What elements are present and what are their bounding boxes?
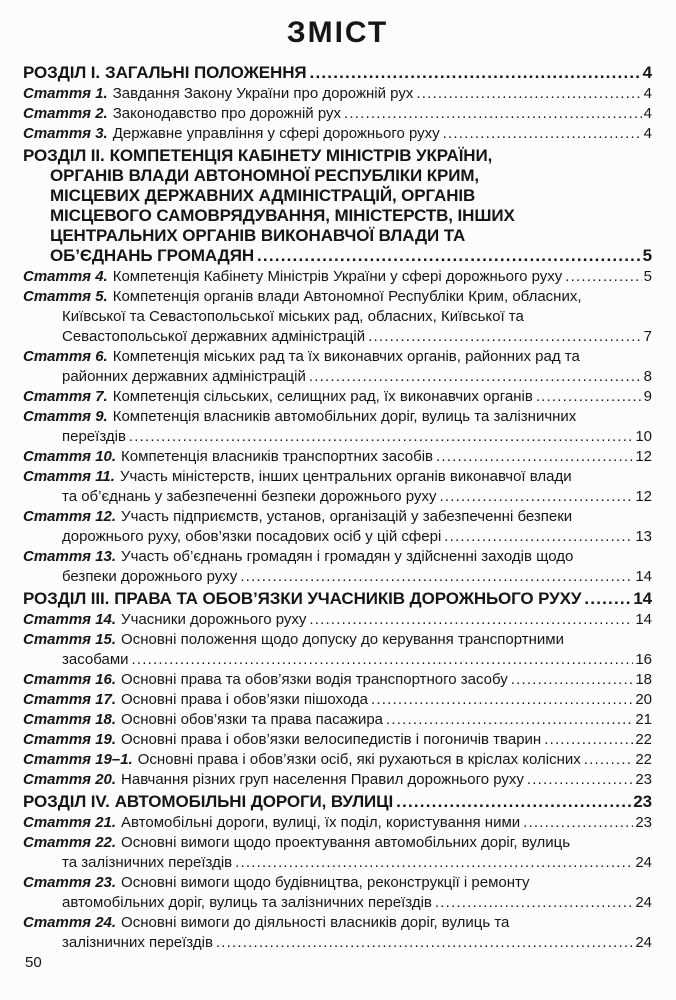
toc-article-entry: [23, 690, 652, 710]
dot-leader: [527, 770, 633, 790]
entry-text: Участь міністерств, інших центральних органів виконавчої влади: [119, 468, 572, 485]
entry-page-ref: 8: [643, 368, 652, 385]
entry-text: МІСЦЕВОГО САМОВРЯДУВАННЯ, МІНІСТЕРСТВ, ІНШИХ: [50, 206, 515, 225]
entry-text: ПРАВА ТА ОБОВ’ЯЗКИ УЧАСНИКІВ ДОРОЖНЬОГО РУХУ: [114, 589, 582, 608]
entry-text: Київської та Севастопольської міських рад, обласних, Київської та: [62, 308, 524, 325]
entry-page-ref: 23: [635, 814, 652, 831]
dot-leader: [416, 84, 641, 104]
entry-text: Компетенція сільських, селищних рад, їх виконавчих органів: [112, 388, 533, 405]
toc-entry-line: [23, 873, 652, 893]
entry-page-ref: 4: [643, 85, 652, 102]
entry-label: Стаття 11.: [23, 468, 115, 485]
entry-label: Стаття 10.: [23, 448, 117, 465]
entry-label: Стаття 15.: [23, 631, 117, 648]
entry-text: Основні права і обов’язки пішохода: [121, 691, 368, 708]
toc-article-entry: [23, 547, 652, 587]
entry-page-ref: 5: [642, 246, 652, 265]
toc-entry-line: [23, 166, 652, 186]
entry-label: Стаття 2.: [23, 105, 108, 122]
entry-page-ref: 10: [635, 428, 652, 445]
toc-entry-line: [23, 833, 652, 853]
entry-label: Стаття 16.: [23, 671, 117, 688]
toc-article-entry: [23, 833, 652, 873]
entry-page-ref: 16: [635, 651, 652, 668]
entry-page-ref: 23: [633, 792, 652, 811]
toc-article-entry: [23, 104, 652, 124]
entry-text: Основні вимоги щодо будівництва, реконструкції і ремонту: [121, 874, 530, 891]
entry-page-ref: 12: [635, 488, 652, 505]
entry-label: Стаття 6.: [23, 348, 108, 365]
dot-leader: [536, 387, 642, 407]
entry-label: РОЗДІЛ I.: [23, 63, 101, 82]
toc-entry-line: [23, 670, 652, 690]
toc-entry-line: [23, 267, 652, 287]
dot-leader: [257, 246, 641, 266]
toc-entry-line: [23, 853, 652, 873]
toc-article-entry: [23, 267, 652, 287]
entry-page-ref: 22: [635, 751, 652, 768]
entry-label: Стаття 20.: [23, 771, 117, 788]
entry-text: та об’єднань у забезпеченні безпеки дорожнього руху: [62, 488, 437, 505]
toc-article-entry: [23, 467, 652, 507]
entry-label: РОЗДІЛ II.: [23, 146, 105, 165]
dot-leader: [240, 567, 633, 587]
entry-text: Компетенція власників автомобільних доріг, вулиць та залізничних: [112, 408, 577, 425]
entry-page-ref: 24: [635, 934, 652, 951]
toc-entry-line: [23, 547, 652, 567]
entry-label: Стаття 19–1.: [23, 751, 133, 768]
entry-page-ref: 9: [643, 388, 652, 405]
toc-entry-line: [23, 407, 652, 427]
entry-text: Компетенція власників транспортних засобів: [121, 448, 433, 465]
entry-label: Стаття 19.: [23, 731, 117, 748]
entry-label: РОЗДІЛ IV.: [23, 792, 110, 811]
entry-text: Основні вимоги до діяльності власників доріг, вулиць та: [121, 914, 510, 931]
entry-text: та залізничних переїздів: [62, 854, 233, 871]
dot-leader: [511, 670, 634, 690]
toc-article-entry: [23, 873, 652, 913]
toc-article-entry: [23, 287, 652, 347]
toc-entry-line: [23, 206, 652, 226]
dot-leader: [309, 610, 633, 630]
dot-leader: [235, 853, 633, 873]
toc-article-entry: [23, 124, 652, 144]
entry-text: автомобільних доріг, вулиць та залізничних переїздів: [62, 894, 432, 911]
entry-text: Севастопольської державних адміністрацій: [62, 328, 366, 345]
entry-label: Стаття 1.: [23, 85, 108, 102]
entry-label: Стаття 14.: [23, 611, 117, 628]
toc-entry-line: [23, 287, 652, 307]
entry-text: Навчання різних груп населення Правил дорожнього руху: [121, 771, 524, 788]
toc-list: [23, 63, 652, 953]
toc-section-entry: [23, 589, 652, 609]
entry-page-ref: 4: [643, 105, 652, 122]
entry-page-ref: 7: [643, 328, 652, 345]
toc-entry-line: [23, 327, 652, 347]
dot-leader: [132, 650, 634, 670]
entry-label: Стаття 9.: [23, 408, 108, 425]
toc-entry-line: [23, 63, 652, 83]
entry-page-ref: 21: [635, 711, 652, 728]
dot-leader: [565, 267, 641, 287]
toc-article-entry: [23, 710, 652, 730]
toc-entry-line: [23, 467, 652, 487]
toc-entry-line: [23, 487, 652, 507]
toc-entry-line: [23, 246, 652, 266]
dot-leader: [523, 813, 633, 833]
entry-label: Стаття 23.: [23, 874, 117, 891]
entry-text: ОРГАНІВ ВЛАДИ АВТОНОМНОЇ РЕСПУБЛІКИ КРИМ,: [50, 166, 480, 185]
entry-text: засобами: [62, 651, 129, 668]
entry-text: ЗАГАЛЬНІ ПОЛОЖЕННЯ: [105, 63, 307, 82]
entry-page-ref: 22: [635, 731, 652, 748]
entry-text: Основні обов’язки та права пасажира: [121, 711, 384, 728]
entry-page-ref: 24: [635, 894, 652, 911]
dot-leader: [129, 427, 633, 447]
dot-leader: [444, 527, 633, 547]
toc-entry-line: [23, 690, 652, 710]
toc-entry-line: [23, 186, 652, 206]
entry-text: Основні вимоги щодо проектування автомобільних доріг, вулиць: [121, 834, 571, 851]
toc-section-entry: [23, 63, 652, 83]
toc-article-entry: [23, 630, 652, 670]
entry-text: Основні положення щодо допуску до керування транспортними: [121, 631, 565, 648]
entry-text: ОБ’ЄДНАНЬ ГРОМАДЯН: [50, 246, 254, 265]
entry-label: Стаття 21.: [23, 814, 117, 831]
toc-entry-line: [23, 710, 652, 730]
toc-article-entry: [23, 813, 652, 833]
toc-entry-line: [23, 387, 652, 407]
entry-text: ЦЕНТРАЛЬНИХ ОРГАНІВ ВИКОНАВЧОЇ ВЛАДИ ТА: [50, 226, 466, 245]
dot-leader: [435, 893, 633, 913]
entry-text: залізничних переїздів: [62, 934, 213, 951]
toc-entry-line: [23, 427, 652, 447]
entry-label: Стаття 4.: [23, 268, 108, 285]
entry-text: Компетенція Кабінету Міністрів України у сфері дорожнього руху: [112, 268, 563, 285]
dot-leader: [386, 710, 633, 730]
entry-page-ref: 12: [635, 448, 652, 465]
toc-entry-line: [23, 589, 652, 609]
toc-article-entry: [23, 730, 652, 750]
entry-label: РОЗДІЛ III.: [23, 589, 110, 608]
toc-entry-line: [23, 893, 652, 913]
entry-label: Стаття 17.: [23, 691, 117, 708]
toc-article-entry: [23, 913, 652, 953]
entry-page-ref: 4: [642, 63, 652, 82]
toc-article-entry: [23, 447, 652, 467]
entry-text: Компетенція міських рад та їх виконавчих органів, районних рад та: [112, 348, 580, 365]
entry-label: Стаття 13.: [23, 548, 117, 565]
toc-article-entry: [23, 347, 652, 387]
toc-article-entry: [23, 770, 652, 790]
entry-page-ref: 4: [643, 125, 652, 142]
toc-entry-line: [23, 792, 652, 812]
entry-text: Учасники дорожнього руху: [121, 611, 307, 628]
entry-label: Стаття 12.: [23, 508, 117, 525]
toc-article-entry: [23, 407, 652, 447]
entry-label: Стаття 5.: [23, 288, 108, 305]
dot-leader: [544, 730, 633, 750]
toc-entry-line: [23, 226, 652, 246]
entry-text: Автомобільні дороги, вулиці, їх поділ, користування ними: [121, 814, 521, 831]
entry-page-ref: 5: [643, 268, 652, 285]
toc-article-entry: [23, 750, 652, 770]
toc-article-entry: [23, 610, 652, 630]
entry-text: дорожнього руху, обов’язки посадових осіб у цій сфері: [62, 528, 442, 545]
entry-text: Законодавство про дорожній рух: [112, 105, 342, 122]
entry-page-ref: 23: [635, 771, 652, 788]
entry-label: Стаття 24.: [23, 914, 117, 931]
toc-section-entry: [23, 146, 652, 266]
toc-entry-line: [23, 447, 652, 467]
entry-text: Завдання Закону України про дорожній рух: [112, 85, 414, 102]
entry-page-ref: 14: [633, 589, 652, 608]
entry-text: Основні права та обов’язки водія транспортного засобу: [121, 671, 508, 688]
dot-leader: [439, 487, 633, 507]
entry-page-ref: 14: [635, 611, 652, 628]
dot-leader: [310, 63, 641, 83]
dot-leader: [371, 690, 633, 710]
entry-text: Основні права і обов’язки осіб, які рухаються в кріслах колісних: [137, 751, 581, 768]
entry-page-ref: 14: [635, 568, 652, 585]
page-number: 50: [25, 954, 42, 971]
entry-page-ref: 13: [635, 528, 652, 545]
toc-entry-line: [23, 813, 652, 833]
toc-entry-line: [23, 770, 652, 790]
toc-entry-line: [23, 146, 652, 166]
dot-leader: [396, 792, 631, 812]
toc-article-entry: [23, 507, 652, 547]
toc-entry-line: [23, 507, 652, 527]
entry-text: Державне управління у сфері дорожнього руху: [112, 125, 440, 142]
toc-entry-line: [23, 650, 652, 670]
toc-article-entry: [23, 387, 652, 407]
entry-page-ref: 20: [635, 691, 652, 708]
toc-entry-line: [23, 84, 652, 104]
dot-leader: [309, 367, 642, 387]
toc-entry-line: [23, 567, 652, 587]
entry-text: районних державних адміністрацій: [62, 368, 306, 385]
toc-section-entry: [23, 792, 652, 812]
page-title: ЗМІСТ: [286, 16, 389, 49]
entry-label: Стаття 3.: [23, 125, 108, 142]
toc-entry-line: [23, 347, 652, 367]
toc-entry-line: [23, 730, 652, 750]
entry-page-ref: 24: [635, 854, 652, 871]
entry-text: КОМПЕТЕНЦІЯ КАБІНЕТУ МІНІСТРІВ УКРАЇНИ,: [109, 146, 493, 165]
entry-text: Основні права і обов’язки велосипедистів і погоничів тварин: [121, 731, 542, 748]
entry-text: Компетенція органів влади Автономної Республіки Крим, обласних,: [112, 288, 582, 305]
toc-entry-line: [23, 124, 652, 144]
dot-leader: [344, 104, 642, 124]
dot-leader: [584, 750, 634, 770]
toc-entry-line: [23, 104, 652, 124]
dot-leader: [216, 933, 633, 953]
toc-entry-line: [23, 527, 652, 547]
entry-label: Стаття 18.: [23, 711, 117, 728]
dot-leader: [368, 327, 642, 347]
dot-leader: [443, 124, 642, 144]
entry-text: АВТОМОБІЛЬНІ ДОРОГИ, ВУЛИЦІ: [114, 792, 394, 811]
toc-entry-line: [23, 913, 652, 933]
toc-entry-line: [23, 933, 652, 953]
toc-entry-line: [23, 750, 652, 770]
entry-page-ref: 18: [635, 671, 652, 688]
entry-label: Стаття 22.: [23, 834, 117, 851]
entry-text: Участь підприємств, установ, організацій у забезпеченні безпеки: [121, 508, 573, 525]
toc-entry-line: [23, 367, 652, 387]
entry-text: безпеки дорожнього руху: [62, 568, 238, 585]
toc-entry-line: [23, 630, 652, 650]
toc-entry-line: [23, 610, 652, 630]
entry-label: Стаття 7.: [23, 388, 108, 405]
toc-article-entry: [23, 84, 652, 104]
dot-leader: [436, 447, 633, 467]
toc-entry-line: [23, 307, 652, 327]
entry-text: МІСЦЕВИХ ДЕРЖАВНИХ АДМІНІСТРАЦІЙ, ОРГАНІВ: [50, 186, 476, 205]
dot-leader: [584, 589, 631, 609]
entry-text: Участь об’єднань громадян і громадян у здійсненні заходів щодо: [121, 548, 574, 565]
entry-text: переїздів: [62, 428, 126, 445]
toc-article-entry: [23, 670, 652, 690]
